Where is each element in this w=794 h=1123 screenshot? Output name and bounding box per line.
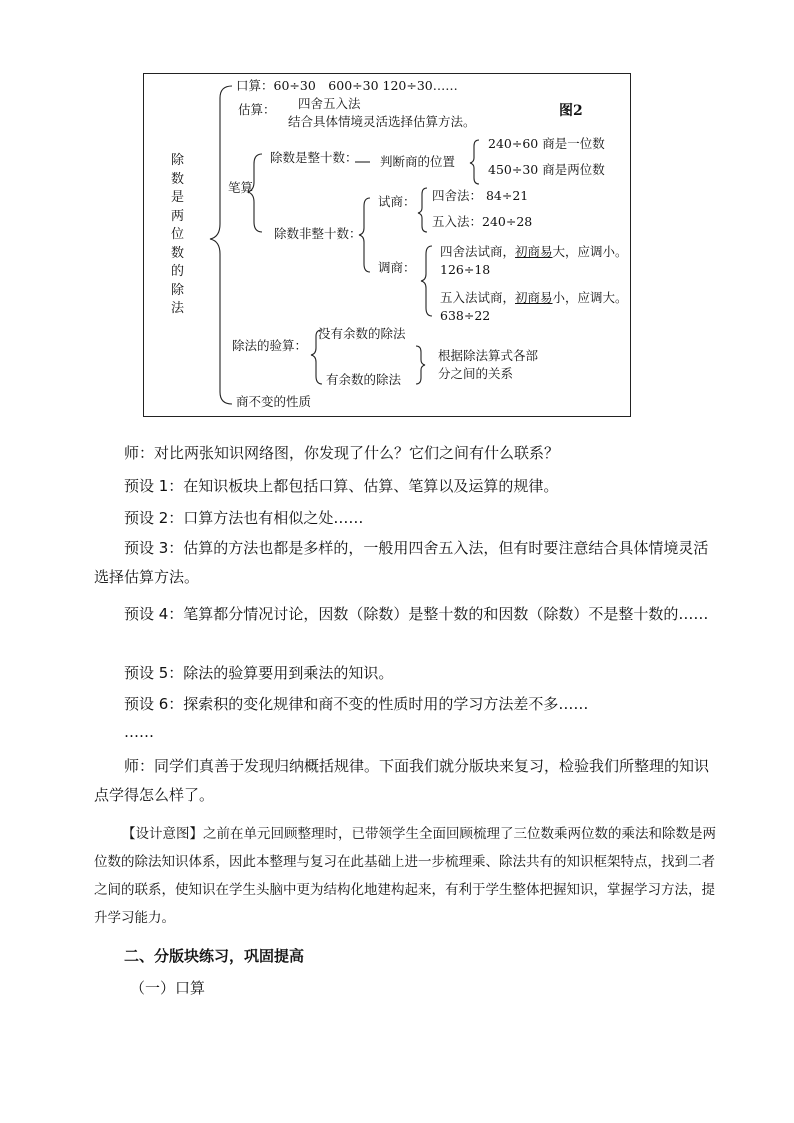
preset-1: 预设 1：在知识板块上都包括口算、估算、笔算以及运算的规律。 [124,477,559,495]
adjust-example-2: 638÷22 [440,308,491,323]
gusuan-method-1: 四舍五入法 [298,96,361,111]
preset-4: 预设 4：笔算都分情况讨论，因数（除数）是整十数的和因数（除数）不是整十数的…… [124,605,709,623]
zhengshi-label: 除数是整十数： [270,150,358,165]
position-example-2: 450÷30 商是两位数 [488,162,605,177]
knowledge-network-figure [143,73,631,417]
preset-5: 预设 5：除法的验算要用到乘法的知识。 [124,664,394,682]
teacher-question: 师：对比两张知识网络图，你发现了什么？它们之间有什么联系？ [124,444,560,462]
sishe-method: 四舍法： 84÷21 [432,188,529,203]
remainder-division: 有余数的除法 [326,372,402,387]
design-intent: 【设计意图】之前在单元回顾整理时，已带领学生全面回顾梳理了三位数乘两位数的乘法和除数是两位数的除法知识体系，因此本整理与复习在此基础上进一步梳理乘、除法共有的知识框架特点，找到二者之间的联系，使知识在学生头脑中更为结构化地建构起来，有利于学生整体把握知识，掌握学习方法，提升学习能力。 [94,826,716,926]
tiaoshang-label: 调商： [378,260,416,275]
panduan-label: 判断商的位置 [380,154,456,169]
kousuan-label: 口算：60÷30 600÷30 120÷30…… [236,78,458,93]
gusuan-method-2: 结合具体情境灵活选择估算方法。 [288,114,476,129]
feizhengshi-label: 除数非整十数： [274,226,362,241]
relation-line-2: 分之间的关系 [438,366,514,381]
root-title: 除数是两位数的除法 [171,153,185,316]
shangbubian-label: 商不变的性质 [236,394,312,409]
adjust-rule-2: 五入法试商，初商易小，应调大。 [440,290,628,305]
teacher-summary: 师：同学们真善于发现归纳概括规律。下面我们就分版块来复习，检验我们所整理的知识点学得怎么样了。 [94,757,710,804]
preset-2: 预设 2：口算方法也有相似之处…… [124,509,364,527]
wuru-method: 五入法：240÷28 [432,214,533,229]
preset-6: 预设 6：探索积的变化规律和商不变的性质时用的学习方法差不多…… [124,695,589,713]
bisuan-label: 笔算 [228,180,254,195]
shishang-label: 试商： [378,194,416,209]
preset-3: 预设 3：估算的方法也都是多样的，一般用四舍五入法，但有时要注意结合具体情境灵活选择估算方法。 [94,539,709,586]
adjust-example-1: 126÷18 [440,262,491,277]
position-example-1: 240÷60 商是一位数 [488,136,605,151]
yansuan-label: 除法的验算： [232,338,308,353]
adjust-rule-1: 四舍法试商，初商易大，应调小。 [440,244,628,259]
ellipsis: …… [124,723,154,741]
gusuan-label: 估算： [238,102,276,117]
section-heading: 二、分版块练习，巩固提高 [124,947,305,965]
no-remainder-division: 没有余数的除法 [318,326,406,341]
subsection-heading: （一）口算 [130,979,206,997]
figure-title: 图2 [559,103,583,119]
relation-line-1: 根据除法算式各部 [438,348,539,363]
